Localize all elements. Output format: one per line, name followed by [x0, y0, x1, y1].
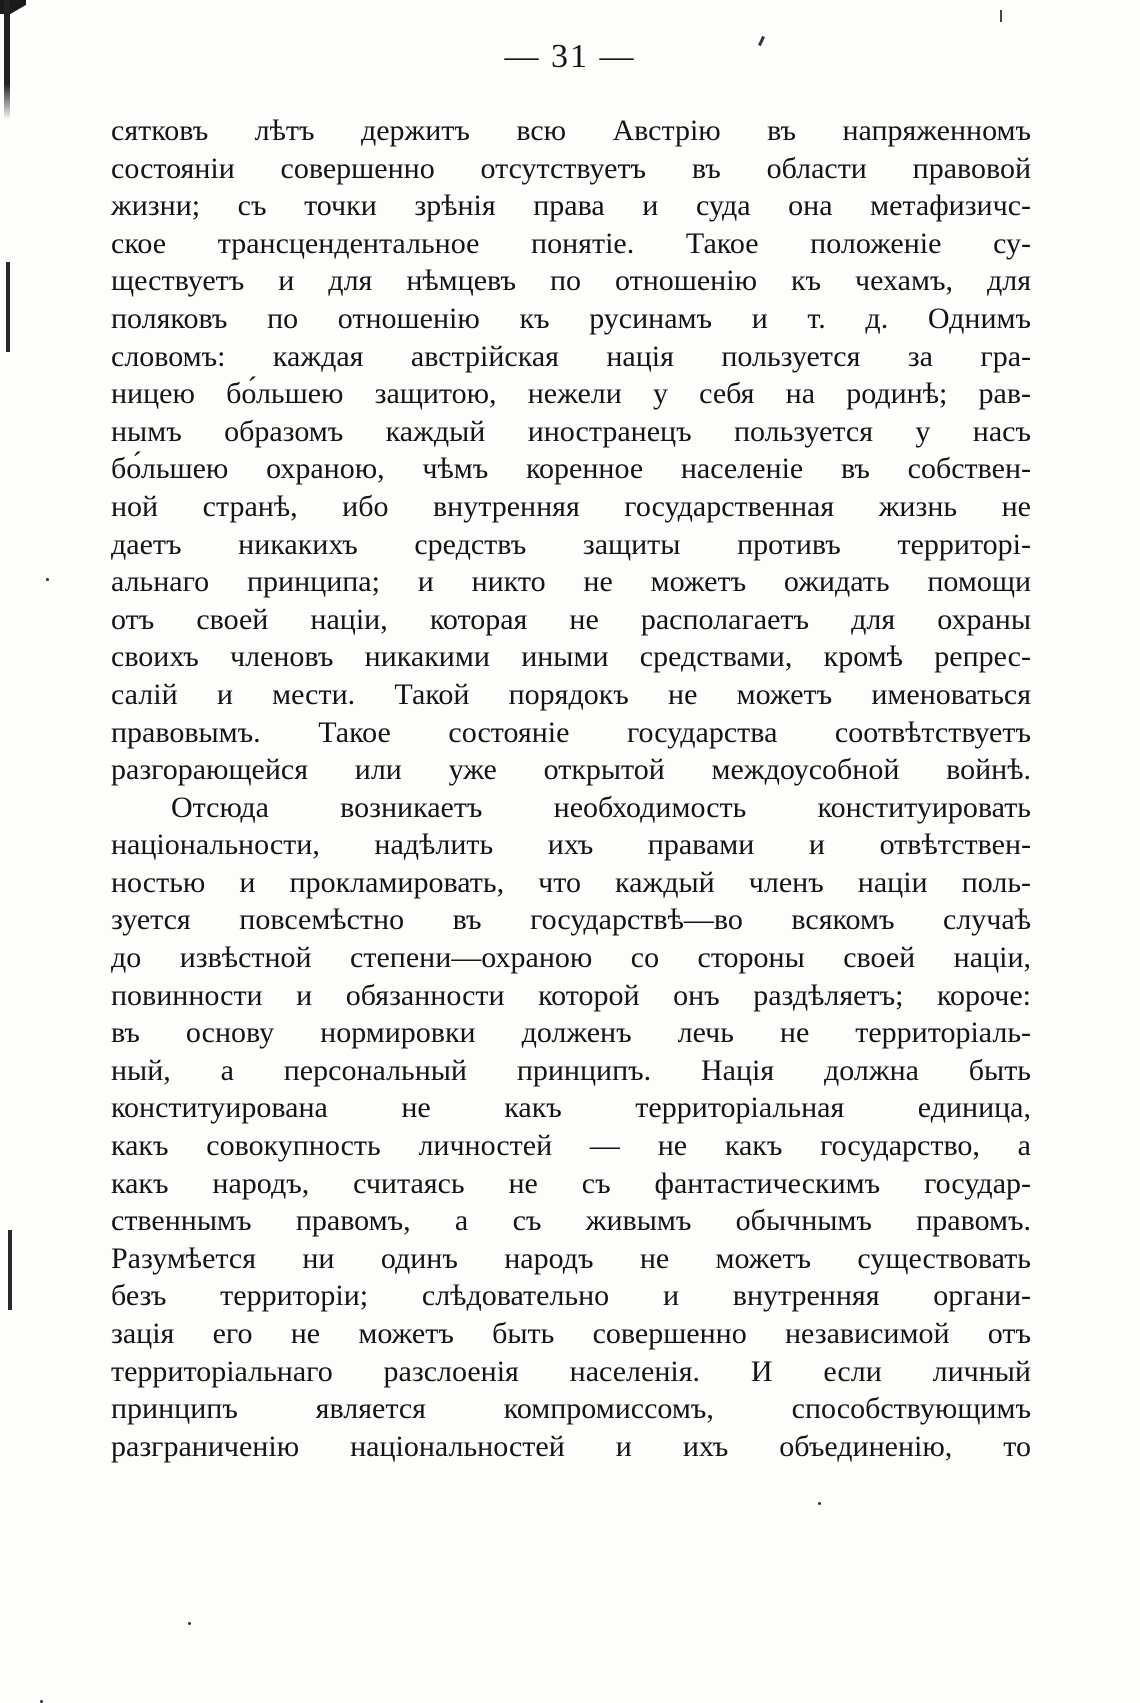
text-line: ское трансцендентальное понятіе. Такое положеніе су-	[111, 226, 1031, 260]
text-line: ственнымъ правомъ, а съ живымъ обычнымъ правомъ.	[111, 1204, 1031, 1238]
text-line: правовымъ. Такое состояніе государства соотвѣтствуетъ	[111, 715, 1031, 749]
text-line: поляковъ по отношенію къ русинамъ и т. д. Однимъ	[111, 301, 1031, 335]
text-line: ный, а персональный принципъ. Нація должна быть	[111, 1053, 1031, 1087]
scan-artifact-dot	[818, 1502, 821, 1505]
text-line: конституирована не какъ территоріальная единица,	[111, 1091, 1031, 1125]
scan-artifact-left-edge	[6, 262, 10, 352]
text-line: безъ территоріи; слѣдовательно и внутренняя органи-	[111, 1279, 1031, 1313]
text-line: національности, надѣлить ихъ правами и отвѣтствен-	[111, 828, 1031, 862]
body-text	[111, 112, 1031, 1465]
text-line: ществуетъ и для нѣмцевъ по отношенію къ чехамъ, для	[111, 264, 1031, 298]
text-line: ностью и прокламировать, что каждый членъ націи поль-	[111, 865, 1031, 899]
scan-artifact-left-edge	[8, 1230, 12, 1310]
text-line: до извѣстной степени—охраною со стороны своей націи,	[111, 941, 1031, 975]
scan-artifact-tick	[1000, 10, 1002, 22]
text-line: зація его не можетъ быть совершенно независимой отъ	[111, 1317, 1031, 1350]
text-line: даетъ никакихъ средствъ защиты противъ территорі-	[111, 527, 1031, 561]
scan-artifact-dot	[188, 1622, 191, 1625]
text-line: разграниченію національностей и ихъ объединенію, то	[111, 1429, 1031, 1463]
text-line: Разумѣется ни одинъ народъ не можетъ существовать	[111, 1241, 1031, 1275]
text-line: салій и мести. Такой порядокъ не можетъ именоваться	[111, 677, 1031, 711]
text-line: Отсюда возникаетъ необходимость конституировать	[171, 790, 1031, 824]
text-line: отъ своей націи, которая не располагаетъ для охраны	[111, 602, 1031, 636]
scan-artifact-dot	[46, 578, 49, 581]
text-line: своихъ членовъ никакими иными средствами, кромѣ репрес-	[111, 640, 1031, 674]
text-line: бо́льшею охраною, чѣмъ коренное населеніе въ собствен-	[111, 452, 1031, 486]
text-line: принципъ является компромиссомъ, способствующимъ	[111, 1392, 1031, 1426]
text-line: словомъ: каждая австрійская нація пользуется за гра-	[111, 339, 1031, 373]
text-line: разгорающейся или уже открытой междоусобной войнѣ.	[111, 753, 1031, 787]
text-line: территоріальнаго разслоенія населенія. И если личный	[111, 1354, 1031, 1388]
text-line: жизни; съ точки зрѣнія права и суда она метафизичс-	[111, 189, 1031, 223]
text-line: ной странѣ, ибо внутренняя государственная жизнь не	[111, 489, 1031, 523]
page-number: — 31 —	[504, 38, 636, 75]
text-line: какъ совокупность личностей — не какъ государство, а	[111, 1129, 1031, 1163]
text-line: альнаго принципа; и никто не можетъ ожидать помощи	[111, 565, 1031, 599]
text-line: нымъ образомъ каждый иностранецъ пользуется у насъ	[111, 414, 1031, 448]
text-line: зуется повсемѣстно въ государствѣ—во всякомъ случаѣ	[111, 903, 1031, 937]
text-line: состояніи совершенно отсутствуетъ въ области правовой	[111, 151, 1031, 185]
text-line: сятковъ лѣтъ держитъ всю Австрію въ напряженномъ	[111, 114, 1031, 147]
text-line: въ основу нормировки долженъ лечь не территоріаль-	[111, 1016, 1031, 1050]
text-line: какъ народъ, считаясь не съ фантастическимъ государ-	[111, 1166, 1031, 1200]
text-line: ницею бо́льшею защитою, нежели у себя на родинѣ; рав-	[111, 377, 1031, 411]
text-line: повинности и обязанности которой онъ раздѣляетъ; короче:	[111, 978, 1031, 1012]
